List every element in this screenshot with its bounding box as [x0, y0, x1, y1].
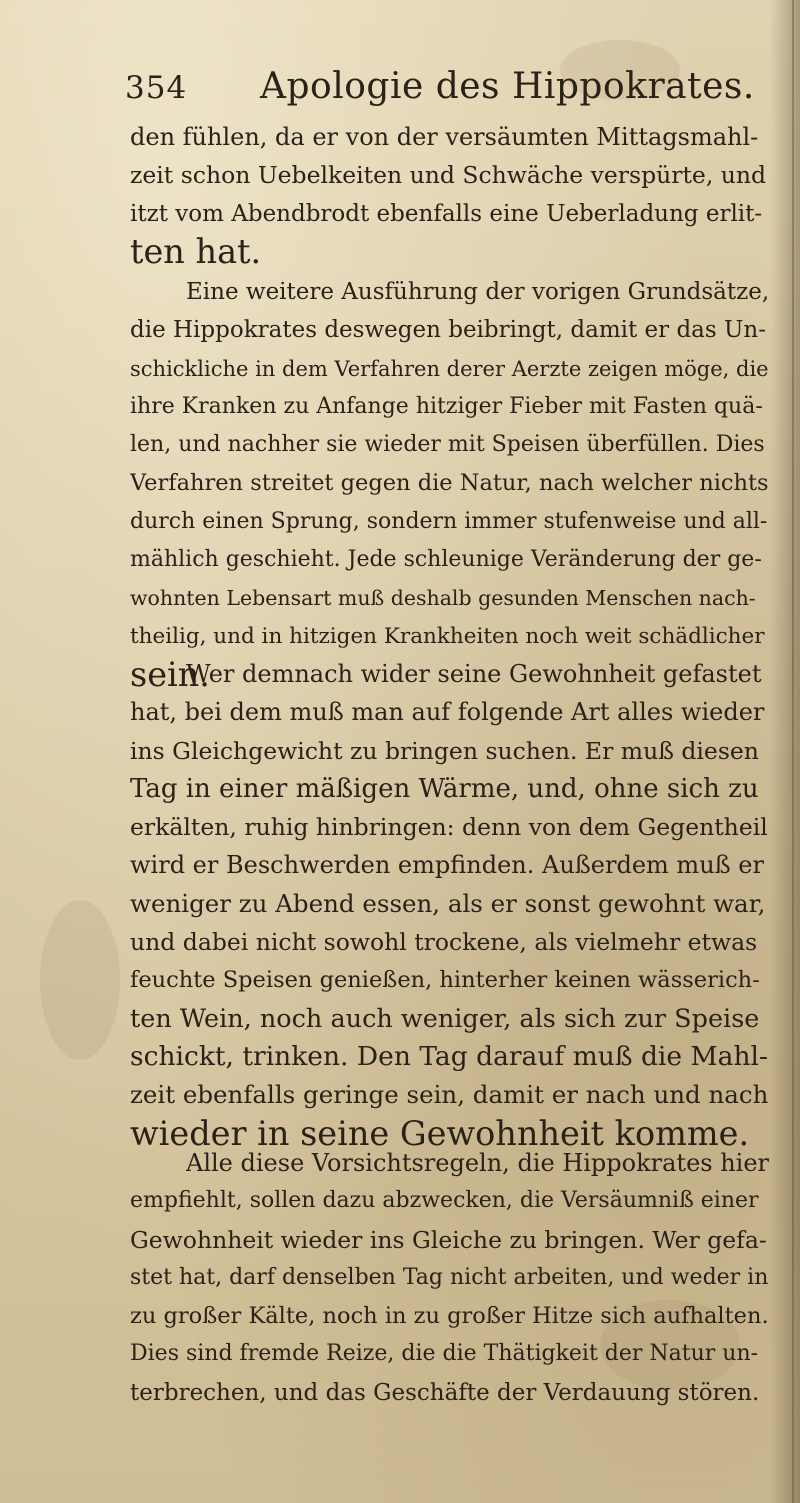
paper-stain — [40, 900, 120, 1060]
text-line: empfiehlt, sollen dazu abzwecken, die Versäumniß einer — [130, 1188, 759, 1214]
text-line: ins Gleichgewicht zu bringen suchen. Er muß diesen — [130, 736, 759, 765]
text-line: ten hat. — [130, 232, 262, 271]
paragraph-4 — [130, 1144, 770, 1412]
text-line: mählich geschieht. Jede schleunige Veränderung der ge- — [130, 547, 762, 573]
text-line: Tag in einer mäßigen Wärme, und, ohne sich zu — [130, 773, 759, 804]
text-line: terbrechen, und das Geschäfte der Verdauung stören. — [130, 1379, 760, 1406]
text-line: Alle diese Vorsichtsregeln, die Hippokrates hier — [186, 1149, 770, 1177]
text-line: den fühlen, da er von der versäumten Mittagsmahl- — [130, 123, 759, 151]
text-line: wird er Beschwerden empfinden. Außerdem muß er — [130, 851, 764, 880]
text-line: weniger zu Abend essen, als er sonst gewohnt war, — [130, 888, 766, 918]
text-line: Eine weitere Ausführung der vorigen Grundsätze, — [186, 279, 770, 305]
paragraph-1 — [130, 118, 770, 271]
text-line: Wer demnach wider seine Gewohnheit gefastet — [186, 660, 762, 688]
text-line: erkälten, ruhig hinbringen: denn von dem Gegentheil — [130, 813, 768, 842]
text-line: die Hippokrates deswegen beibringt, damit er das Un- — [130, 317, 766, 344]
text-line: hat, bei dem muß man auf folgende Art alles wieder — [130, 698, 765, 727]
text-line: theilig, und in hitzigen Krankheiten noch weit schädlicher — [130, 623, 765, 649]
text-line: zeit ebenfalls geringe sein, damit er nach und nach — [130, 1080, 769, 1110]
text-line: feuchte Speisen genießen, hinterher keinen wässerich- — [130, 967, 760, 994]
page-header — [125, 64, 765, 114]
page-number: 354 — [125, 70, 188, 106]
text-line: ihre Kranken zu Anfange hitziger Fieber mit Fasten quä- — [130, 393, 763, 419]
running-title: Apologie des Hippokrates. — [260, 66, 755, 107]
text-line: schickt, trinken. Den Tag darauf muß die Mahl- — [130, 1040, 768, 1072]
text-line: itzt vom Abendbrodt ebenfalls eine Ueberladung erlit- — [130, 200, 763, 227]
text-line: zu großer Kälte, noch in zu großer Hitze sich aufhalten. — [130, 1303, 769, 1330]
paragraph-2 — [130, 273, 770, 694]
text-line: schickliche in dem Verfahren derer Aerzte zeigen möge, die — [130, 356, 769, 381]
text-line: len, und nachher sie wieder mit Speisen überfüllen. Dies — [130, 432, 765, 458]
text-line: Verfahren streitet gegen die Natur, nach welcher nichts — [130, 470, 769, 497]
binding-shadow — [770, 0, 800, 1503]
text-line: ten Wein, noch auch weniger, als sich zur Speise — [130, 1003, 760, 1034]
text-line: sein. — [130, 655, 210, 694]
text-line: wieder in seine Gewohnheit komme. — [130, 1114, 750, 1153]
text-line: wohnten Lebensart muß deshalb gesunden Menschen nach- — [130, 586, 756, 611]
text-line: und dabei nicht sowohl trockene, als vielmehr etwas — [130, 928, 758, 957]
paragraph-3 — [130, 655, 770, 1153]
text-line: durch einen Sprung, sondern immer stufenweise und all- — [130, 508, 768, 534]
text-line: zeit schon Uebelkeiten und Schwäche verspürte, und — [130, 161, 767, 190]
text-line: Dies sind fremde Reize, die die Thätigkeit der Natur un- — [130, 1341, 759, 1367]
text-line: Gewohnheit wieder ins Gleiche zu bringen. Wer gefa- — [130, 1225, 767, 1254]
text-line: stet hat, darf denselben Tag nicht arbeiten, und weder in — [130, 1264, 769, 1290]
